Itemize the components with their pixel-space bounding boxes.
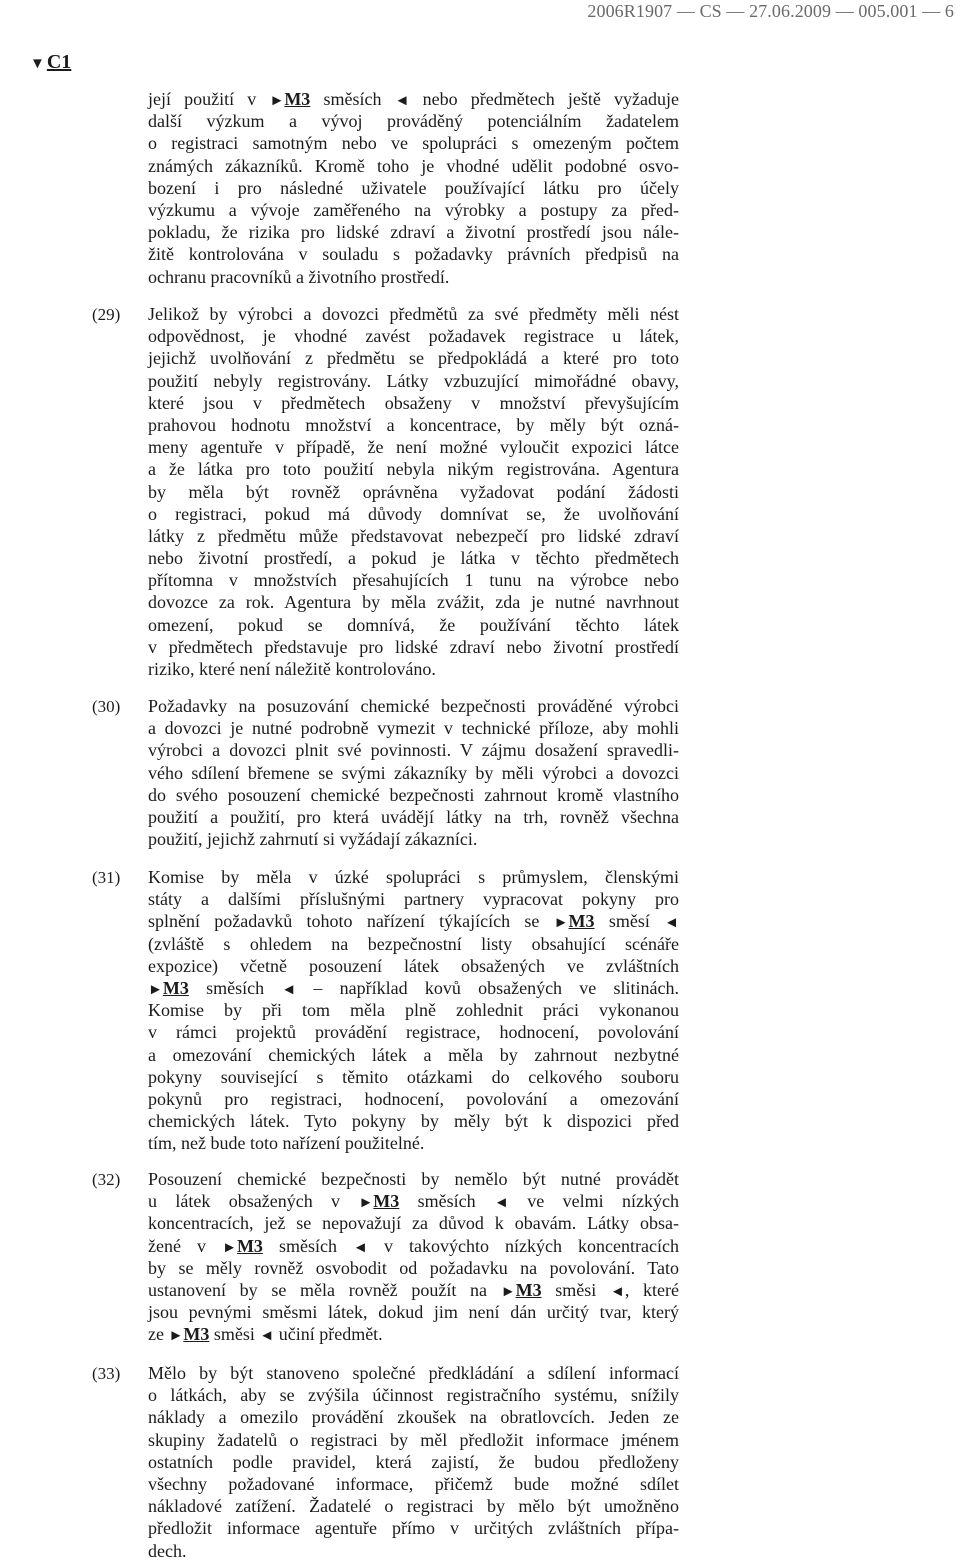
text-line: by se měly rovněž osvobodit od požadavku na povolování. Tato — [148, 1257, 679, 1278]
text-line: Požadavky na posuzování chemické bezpečnosti prováděné výrobci — [148, 696, 679, 716]
amendment-label[interactable]: C1 — [46, 51, 72, 73]
page-header — [0, 0, 954, 22]
text-line: jsou pevnými směsmi látek, dokud jim není dán určitý tvar, který — [148, 1302, 679, 1323]
text-line: by měla být rovněž oprávněna vyžadovat podání žádosti — [148, 481, 679, 502]
text-line: které jsou v předmětech obsaženy v množství převyšujícím — [148, 392, 679, 413]
text-line: další výzkum a vývoj prováděný potenciálním žadatelem — [148, 111, 679, 132]
text-line: výrobci a dovozci plnit své povinnosti. V zájmu dosažení spravedli- — [148, 740, 679, 761]
left-arrow-icon: ◄ — [353, 1239, 368, 1256]
right-arrow-icon: ► — [168, 1328, 184, 1345]
text-line: chemických látek. Tyto pokyny by měly být k dispozici před — [148, 1111, 679, 1132]
text-line: všechny požadované informace, přičemž bude možné sdílet — [148, 1473, 679, 1494]
text-line: nebo životní prostředí, a pokud je látka v těchto předmětech — [148, 548, 679, 569]
recital-number: (31) — [92, 868, 121, 887]
text-line: pokynů pro registraci, hodnocení, povolování a omezování — [148, 1088, 679, 1109]
text-line: odpovědnost, je vhodné zavést požadavek registrace u látek, — [148, 326, 679, 347]
text-line: a že látka pro toto použití nebyla nikým registrována. Agentura — [148, 459, 679, 480]
text-line: omezení, pokud se domnívá, že používání těchto látek — [148, 614, 679, 635]
right-arrow-icon: ► — [148, 981, 163, 998]
right-arrow-icon: ► — [553, 915, 569, 932]
text-line: výzkumu a vývoje zaměřeného na výrobky a postupy za před- — [148, 199, 679, 220]
text-line: o látkách, aby se zvýšila účinnost registračního systému, snížily — [148, 1385, 679, 1406]
text-line: a dovozci je nutné podrobně vymezit v technické příloze, aby mohli — [148, 718, 679, 739]
recital-text — [148, 1362, 679, 1562]
left-arrow-icon: ◄ — [664, 915, 679, 932]
text-line: ze ►M3 směsi ◄ učiní předmět. — [148, 1324, 383, 1345]
text-line: jejichž uvolňování z předmětu se předpokládá a které pro toto — [148, 348, 679, 369]
text-line: do svého posouzení chemické bezpečnosti zahrnout kromě vlastního — [148, 784, 679, 805]
amendment-marker-c1 — [30, 51, 71, 74]
text-line: náklady a omezilo provádění zkoušek na obratlovcích. Jeden ze — [148, 1407, 679, 1428]
text-line: u látek obsažených v ►M3 směsích ◄ ve velmi nízkých — [148, 1191, 679, 1212]
left-arrow-icon: ◄ — [259, 1328, 275, 1345]
text-line: riziko, které není náležitě kontrolováno. — [148, 659, 436, 679]
text-line: v předmětech představuje pro lidské zdraví nebo životní prostředí — [148, 636, 679, 657]
text-line: tím, než bude toto nařízení použitelné. — [148, 1133, 425, 1154]
text-line: ustanovení by se měla rovněž použít na ►M3 směsi ◄, které — [148, 1279, 679, 1300]
text-line: dech. — [148, 1540, 187, 1561]
left-arrow-icon: ◄ — [394, 93, 410, 109]
text-line: Jelikož by výrobci a dovozci předmětů za své předměty měli nést — [148, 304, 679, 324]
text-line: o registraci, pokud má důvody domnívat se, že uvolňování — [148, 503, 679, 524]
text-line: dovozce za rok. Agentura by měla zvážit, zda je nutné navrhnout — [148, 592, 679, 613]
text-line: a omezování chemických látek a měla by zahrnout nezbytné — [148, 1044, 679, 1065]
amendment-link-m3[interactable]: M3 — [284, 89, 311, 109]
recital-number: (32) — [92, 1170, 121, 1189]
text-line: přítomna v množstvích přesahujících 1 tunu na výrobce nebo — [148, 570, 679, 591]
text-line: expozice) včetně posouzení látek obsažených ve zvláštních — [148, 955, 679, 976]
text-line: Mělo by být stanoveno společné předkládání a sdílení informací — [148, 1363, 679, 1383]
down-triangle-icon: ▼ — [30, 56, 45, 72]
text-line: žené v ►M3 směsích ◄ v takovýchto nízkých koncentracích — [148, 1235, 679, 1256]
recital-number: (29) — [92, 305, 121, 324]
text-line: použití, jejichž zahrnutí si vyžádají zákazníci. — [148, 829, 478, 850]
text-line: bození i pro následné uživatele používající látku pro účely — [148, 177, 679, 198]
text-line: v rámci projektů provádění registrace, hodnocení, povolování — [148, 1022, 679, 1043]
recital-text — [148, 303, 679, 680]
recital-number: (30) — [92, 697, 121, 716]
text-line: použití nebyly registrovány. Látky vzbuzující mimořádné obavy, — [148, 370, 679, 391]
text-line: ►M3 směsích ◄ – například kovů obsažených ve slitinách. — [148, 977, 679, 998]
text-line: nákladové zatížení. Žadatelé o registraci by mělo být umožněno — [148, 1496, 679, 1517]
text-line: její použití v ►M3 směsích ◄ nebo předmětech ještě vyžaduje — [148, 89, 679, 109]
text-line: pokladu, že rizika pro lidské zdraví a životní prostředí jsou nále- — [148, 222, 679, 243]
text-line: prahovou hodnotu množství a koncentrace, by měly být ozná- — [148, 414, 679, 435]
text-line: použití a použití, pro která uvádějí látky na trh, rovněž všechna — [148, 806, 679, 827]
left-arrow-icon: ◄ — [281, 981, 297, 998]
text-line: vého sdílení břemene se svými zákazníky by měli výrobci a dovozci — [148, 762, 679, 783]
text-line: koncentracích, jež se nepovažují za důvod k obavám. Látky obsa- — [148, 1213, 679, 1234]
right-arrow-icon: ► — [358, 1195, 374, 1212]
text-line: předložit informace agentuře přímo v určitých zvláštních přípa- — [148, 1518, 679, 1539]
recital-text — [148, 866, 679, 1154]
recital-text — [148, 1168, 679, 1346]
text-line: (zvláště s ohledem na bezpečnostní listy obsahující scénáře — [148, 933, 679, 954]
text-line: o registraci samotným nebo ve spolupráci s omezeným počtem — [148, 133, 679, 154]
text-line: státy a dalšími příslušnými partnery vypracovat pokyny pro — [148, 889, 679, 910]
text-line: splnění požadavků tohoto nařízení týkajících se ►M3 směsí ◄ — [148, 911, 679, 932]
left-arrow-icon: ◄ — [494, 1195, 509, 1212]
text-line: ochranu pracovníků a životního prostředí. — [148, 266, 450, 287]
recital-number: (33) — [92, 1364, 121, 1383]
left-arrow-icon: ◄ — [609, 1283, 625, 1300]
amendment-link-m3[interactable]: M3 — [236, 1235, 263, 1256]
text-line: ostatních podle pravidel, která zajistí, že budou předloženy — [148, 1451, 679, 1472]
amendment-link-m3[interactable]: M3 — [183, 1324, 210, 1345]
right-arrow-icon: ► — [500, 1283, 516, 1300]
text-line: skupiny žadatelů o registraci by měl předložit informace jménem — [148, 1429, 679, 1450]
recital-text — [148, 88, 679, 288]
text-line: Komise by měla v úzké spolupráci s průmyslem, členskými — [148, 867, 679, 887]
text-line: známých zákazníků. Kromě toho je vhodné udělit podobné osvo- — [148, 155, 679, 176]
text-line: Posouzení chemické bezpečnosti by nemělo být nutné provádět — [148, 1169, 679, 1189]
text-line: Komise by při tom měla plně zohlednit práci vykonanou — [148, 1000, 679, 1021]
text-line: meny agentuře v případě, že není možné vyloučit expozici látce — [148, 437, 679, 458]
amendment-link-m3[interactable]: M3 — [568, 911, 595, 932]
document-reference: 2006R1907 — CS — 27.06.2009 — 005.001 — 6 — [587, 0, 954, 21]
amendment-link-m3[interactable]: M3 — [162, 977, 189, 998]
right-arrow-icon: ► — [222, 1239, 237, 1256]
text-line: látky z předmětu může představovat nebezpečí pro lidské zdraví — [148, 525, 679, 546]
right-arrow-icon: ► — [269, 93, 285, 109]
amendment-link-m3[interactable]: M3 — [515, 1279, 542, 1300]
amendment-link-m3[interactable]: M3 — [373, 1191, 400, 1212]
text-line: pokyny související s těmito otázkami do celkového souboru — [148, 1066, 679, 1087]
recital-text — [148, 695, 679, 850]
text-line: žitě kontrolována v souladu s požadavky právních předpisů na — [148, 244, 679, 265]
